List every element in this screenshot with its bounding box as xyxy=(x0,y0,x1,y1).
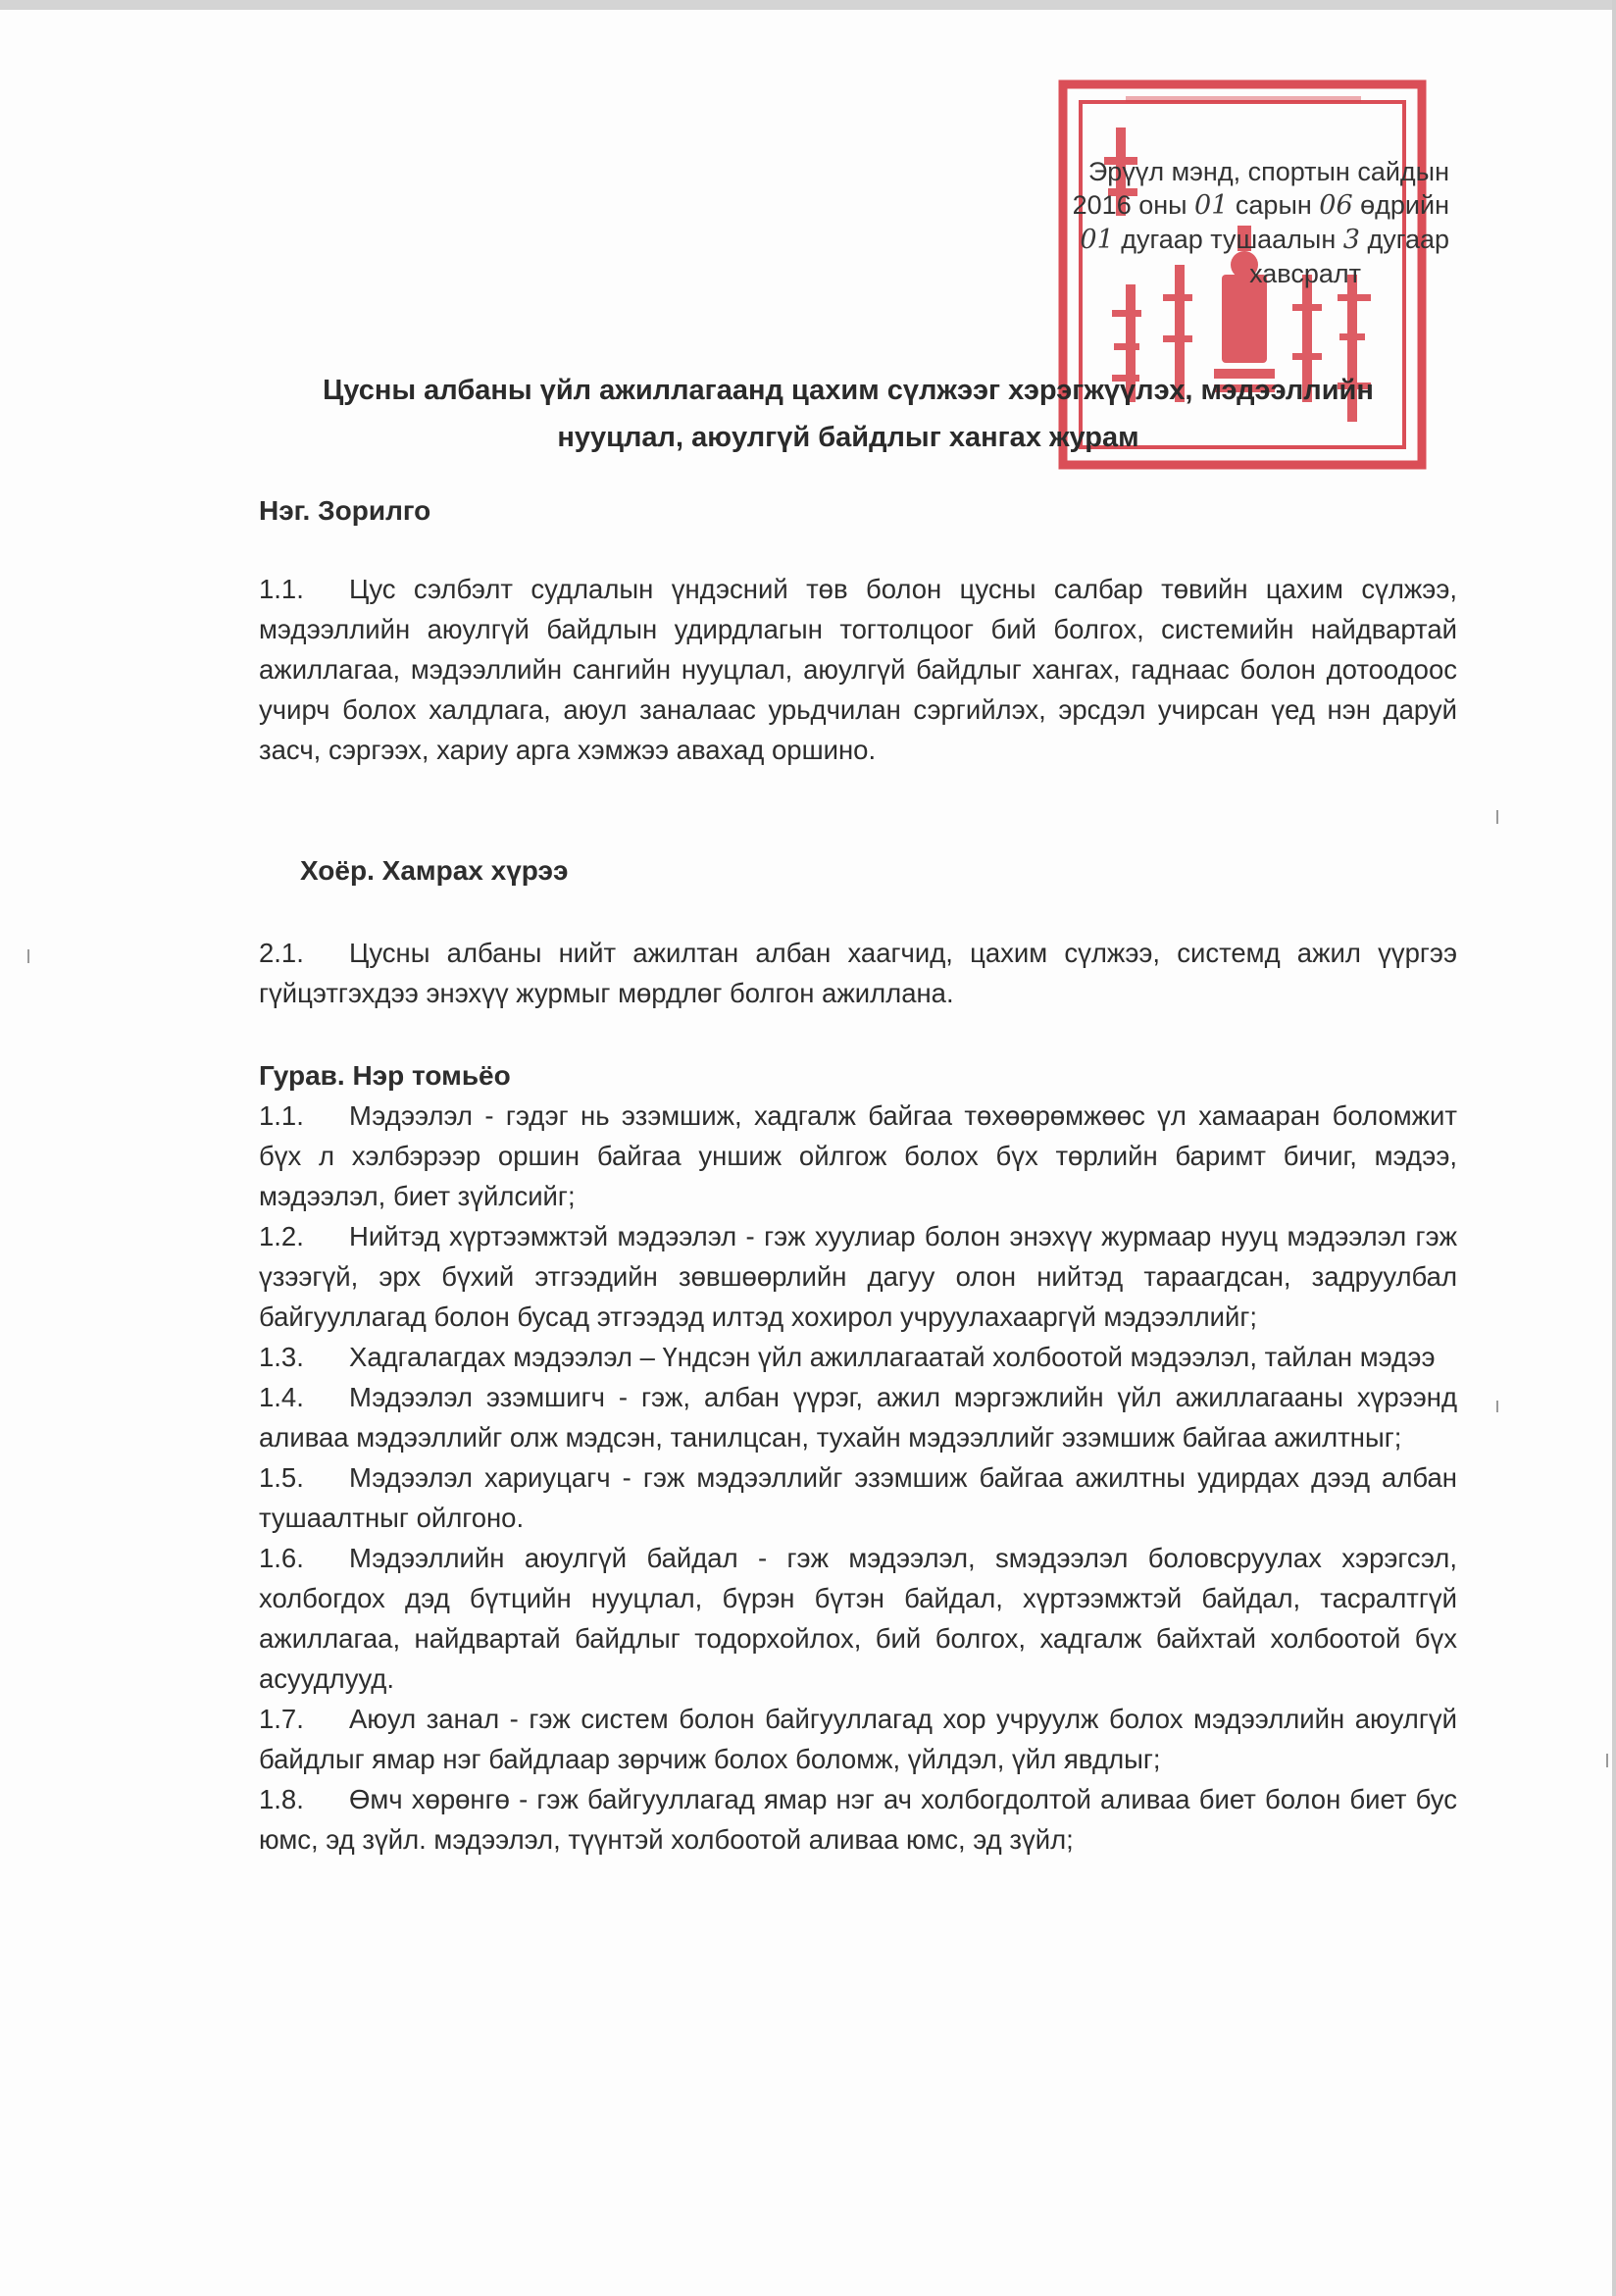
definition-item: 1.1. Мэдээлэл - гэдэг нь эзэмшиж, хадгалж байгаа төхөөрөмжөөс үл хамааран боломжит бүх л хэлбэрээр оршин байгаа уншиж ойлгож болох бүх төрлийн баримт бичиг, мэдээ, мэдээлэл, биет зүйлсийг; xyxy=(259,1100,1457,1211)
approval-month: 01 xyxy=(1194,190,1229,221)
definition-item: 1.8. Өмч хөрөнгө - гэж байгууллагад ямар нэг ач холбогдолтой аливаа биет болон биет бус юмс, эд зүйл. мэдээлэл, түүнтэй холбоотой аливаа юмс, эд зүйл; xyxy=(259,1784,1457,1855)
title-line-1: Цусны албаны үйл ажиллагаанд цахим сүлжээг хэрэгжүүлэх, мэдээллийн xyxy=(323,375,1374,406)
section-2-paragraph: 2.1. Цусны албаны нийт ажилтан албан хаагчид, цахим сүлжээ, системд ажил үүргээ гүйцэтгэхдээ энэхүү журмыг мөрдлөг болгон ажиллана. xyxy=(259,938,1457,1008)
scan-edge-top xyxy=(0,0,1616,10)
annex-number: 3 xyxy=(1342,225,1360,255)
approval-line-2: 2016 оны 01 сарын 06 өдрийн xyxy=(1072,190,1449,221)
scan-mark xyxy=(27,949,29,963)
definition-item: 1.6. Мэдээллийн аюулгүй байдал - гэж мэдээлэл, ѕмэдээлэл боловсруулах хэрэгсэл, холбогдох дэд бүтцийн нууцлал, бүрэн бүтэн байдал, хүртээмжтэй байдал, тасралтгүй ажиллагаа, найдвартай байдлыг тодорхойлох, бий болгох, хадгалж байхтай холбоотой бүх асуудлууд. xyxy=(259,1543,1457,1694)
approval-line-3: 01 дугаар тушаалын 3 дугаар xyxy=(1080,225,1449,255)
scan-mark xyxy=(1606,1754,1608,1767)
title-line-2: нууцлал, аюулгүй байдлыг хангах журам xyxy=(557,422,1139,453)
document-title xyxy=(245,367,1451,461)
definitions-list xyxy=(259,1096,1457,1860)
section-1-heading: Нэг. Зорилго xyxy=(259,495,431,526)
approval-note xyxy=(998,155,1449,290)
definition-item: 1.7. Аюул занал - гэж систем болон байгууллагад хор учруулж болох мэдээллийн аюулгүй байдлыг ямар нэг байдлаар зөрчиж болох боломж, үйлдэл, үйл явдлыг; xyxy=(259,1704,1457,1774)
approval-line-1: Эрүүл мэнд, спортын сайдын xyxy=(1087,157,1449,186)
approval-line-4: хавсралт xyxy=(1249,259,1361,288)
definition-item: 1.2. Нийтэд хүртээмжтэй мэдээлэл - гэж хуулиар болон энэхүү журмаар нууц мэдээлэл гэж үзээгүй, эрх бүхий этгээдийн зөвшөөрлийн дагуу олон нийтэд тараагдсан, задруулбал байгууллагад болон бусад этгээдэд илтэд хохирол учруулахааргүй мэдээллийг; xyxy=(259,1221,1457,1332)
approval-day: 06 xyxy=(1319,190,1353,221)
scan-edge-right xyxy=(1612,0,1616,2296)
definition-item: 1.5. Мэдээлэл хариуцагч - гэж мэдээллийг эзэмшиж байгаа ажилтны удирдах дээд албан тушаалтныг ойлгоно. xyxy=(259,1462,1457,1533)
scan-mark xyxy=(1496,810,1498,824)
section-1-paragraph: 1.1. Цус сэлбэлт судлалын үндэсний төв болон цусны салбар төвийн цахим сүлжээ, мэдээллийн аюулгүй байдлын удирдлагын тогтолцоог бий болгох, системийн найдвартай ажиллагаа, мэдээллийн сангийн нууцлал, аюулгүй байдлыг хангах, гаднаас болон дотоодоос учирч болох халдлага, аюул заналаас урьдчилан сэргийлэх, эрсдэл учирсан үед нэн даруй засч, сэргээх, хариу арга хэмжээ авахад оршино. xyxy=(259,574,1457,765)
definition-item: 1.4. Мэдээлэл эзэмшигч - гэж, албан үүрэг, ажил мэргэжлийн үйл ажиллагааны хүрээнд аливаа мэдээллийг олж мэдсэн, танилцсан, тухайн мэдээллийг эзэмшиж байгаа ажилтныг; xyxy=(259,1382,1457,1453)
section-3-heading: Гурав. Нэр томьёо xyxy=(259,1060,511,1091)
order-number: 01 xyxy=(1080,225,1114,255)
section-2-heading: Хоёр. Хамрах хүрээ xyxy=(300,855,569,886)
definition-item: 1.3. Хадгалагдах мэдээлэл – Үндсэн үйл ажиллагаатай холбоотой мэдээлэл, тайлан мэдээ xyxy=(259,1342,1436,1372)
scan-mark xyxy=(1496,1401,1498,1412)
